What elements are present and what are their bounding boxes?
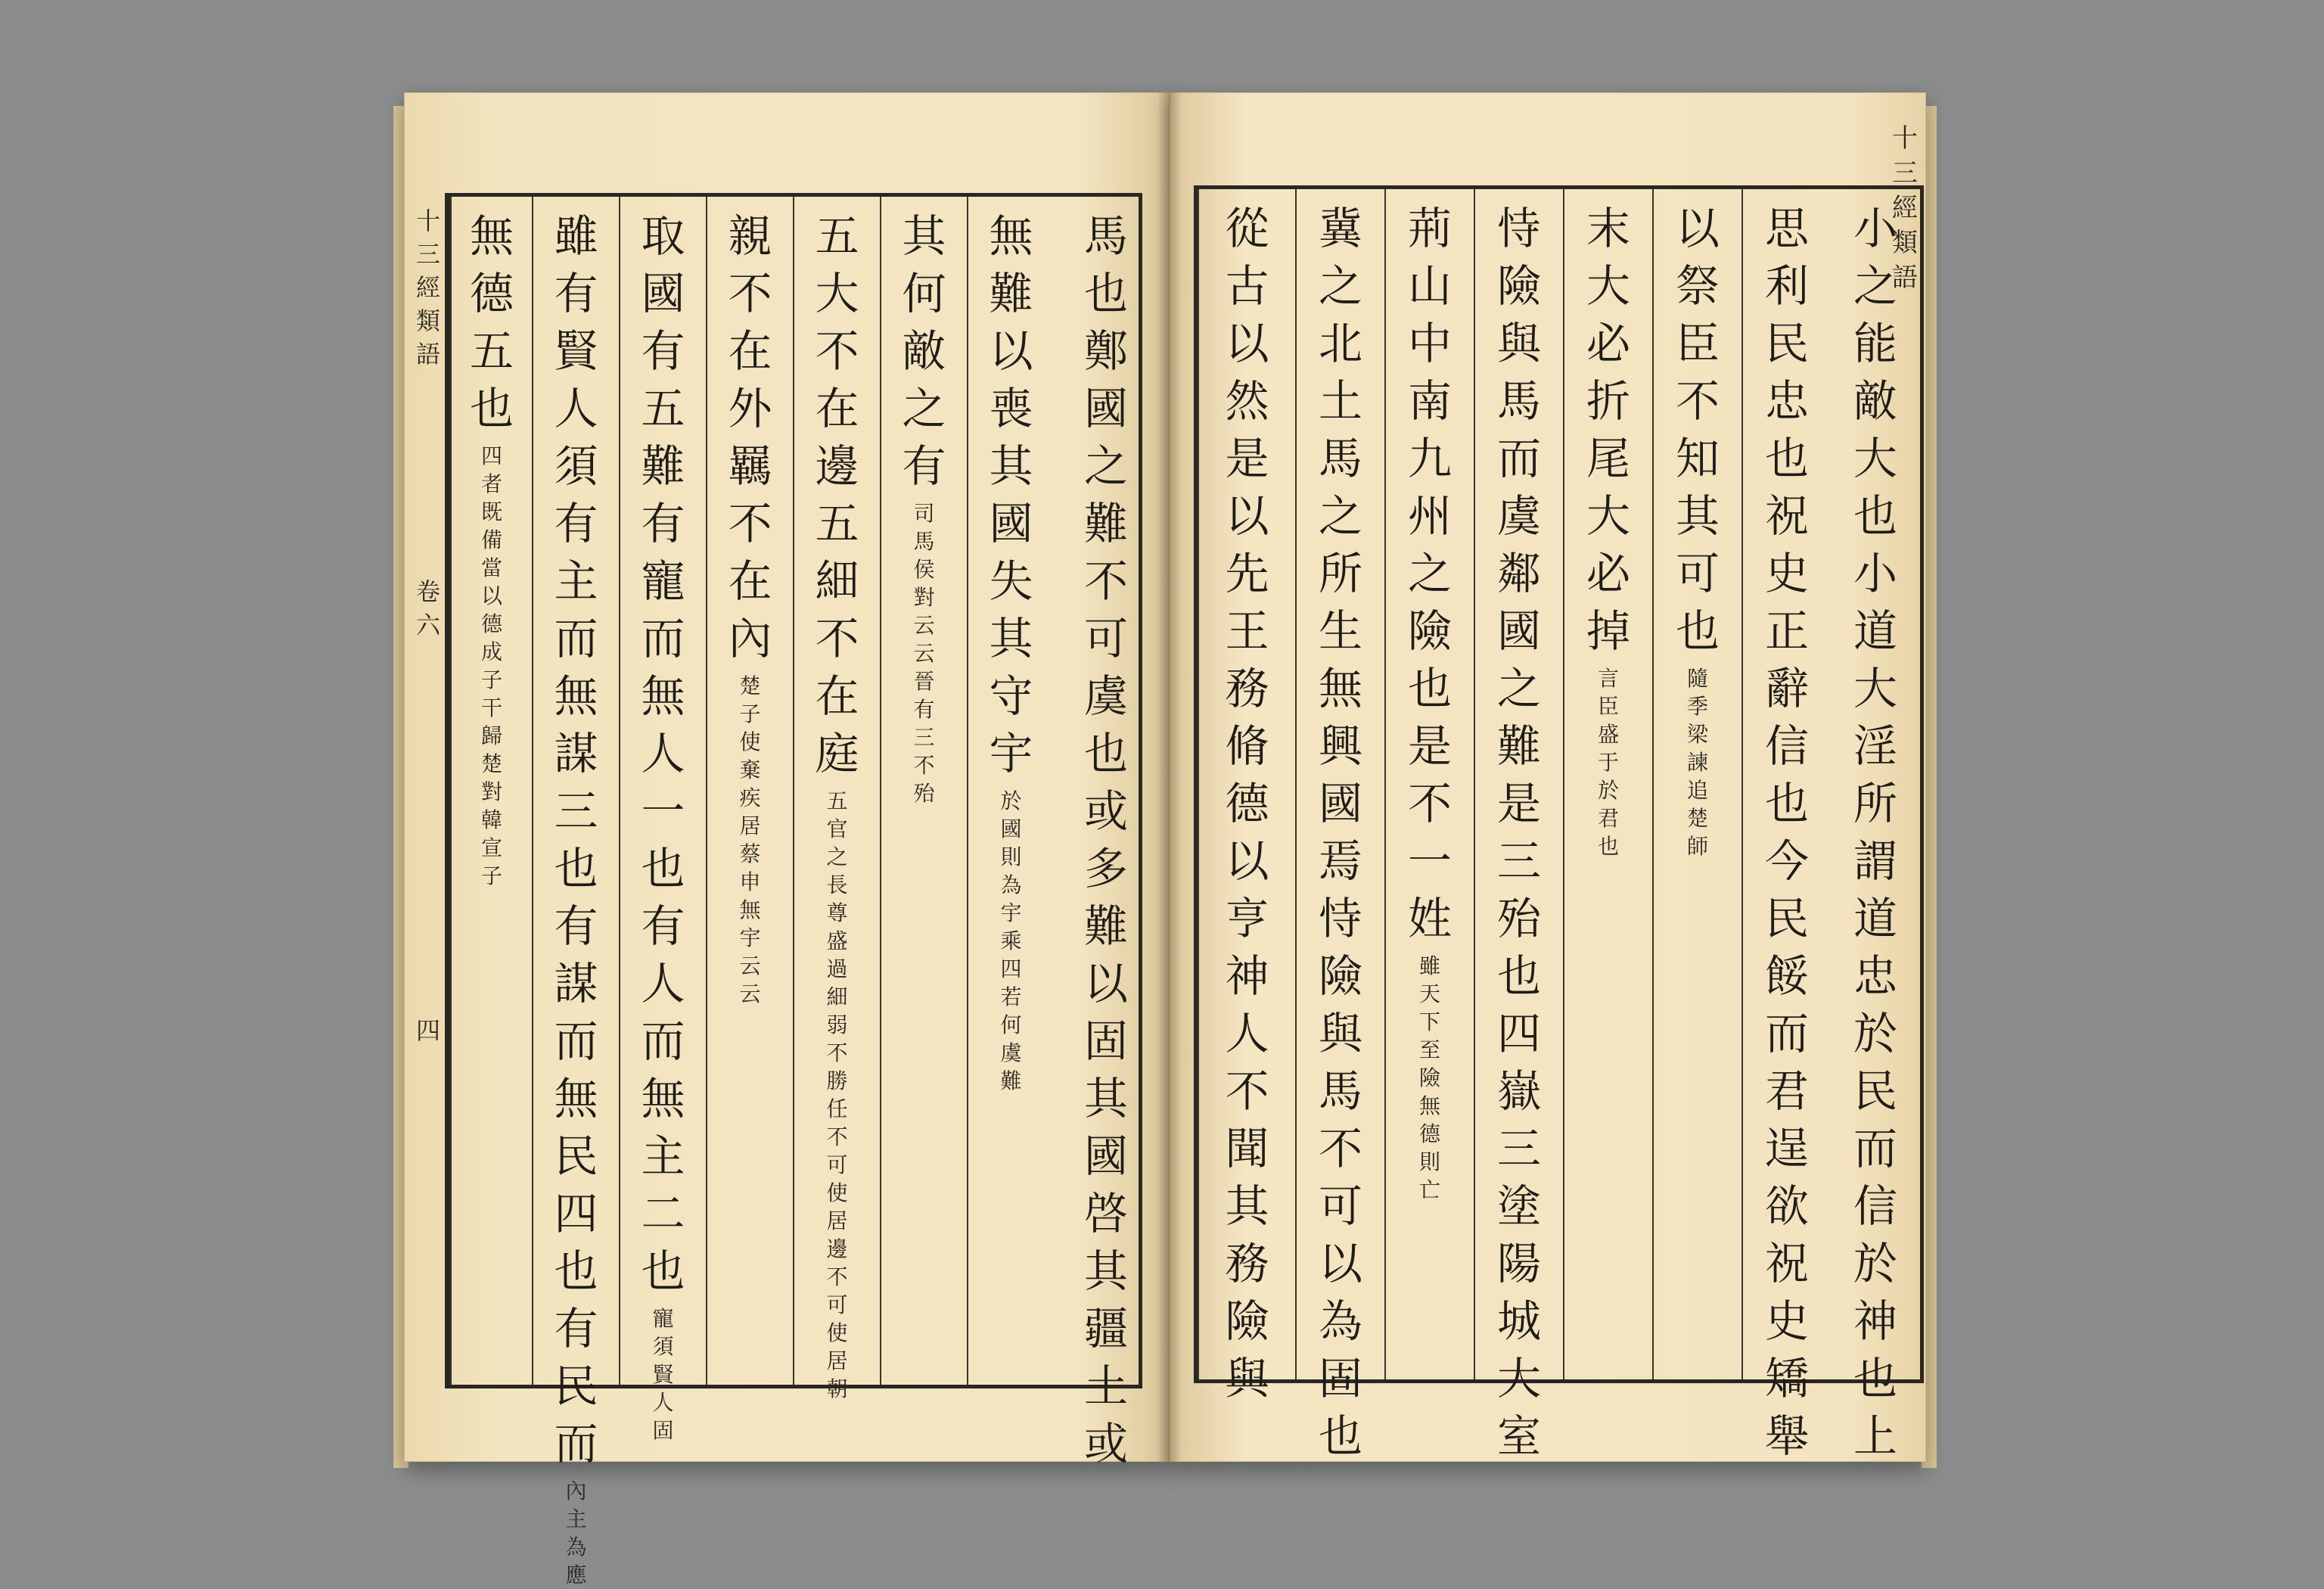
column-text: 恃險與馬而虞鄰國之難是三殆也四嶽三塗陽城大室 <box>1496 203 1541 1462</box>
left-column-1 <box>1073 197 1139 1469</box>
column-note: 寵須賢人固 <box>652 1306 674 1443</box>
column-text: 末大必折尾大必掉 <box>1586 203 1630 657</box>
book-spine <box>1157 92 1182 1462</box>
left-column-3 <box>880 197 967 1385</box>
column-note: 言臣盛于於君也 <box>1597 666 1619 859</box>
right-column-1 <box>1831 189 1920 1462</box>
column-text: 思利民忠也祝史正辭信也今民餒而君逞欲祝史矯舉 <box>1764 203 1809 1462</box>
column-note: 內主為應 <box>565 1479 587 1587</box>
column-text: 雖有賢人須有主而無謀三也有謀而無民四也有民而 <box>554 210 598 1469</box>
column-text: 小之能敵大也小道大淫所謂道忠於民而信於神也上 <box>1853 203 1897 1462</box>
margin-book-title: 十三經類語 <box>415 207 440 368</box>
column-note: 五官之長尊盛過細弱不勝任不可使居邊不可使居朝 <box>826 788 848 1401</box>
column-text: 以祭臣不知其可也 <box>1675 203 1720 657</box>
margin-volume-number: 卷六 <box>415 577 440 639</box>
column-text: 馬也鄭國之難不可虞也或多難以固其國啓其疆土或 <box>1083 210 1128 1469</box>
column-text: 從古以然是以先王務脩德以亨神人不聞其務險與 <box>1225 203 1269 1404</box>
column-text: 荊山中南九州之險也是不一姓 <box>1407 203 1452 944</box>
column-note: 隨季梁諫追楚師 <box>1686 666 1708 859</box>
right-column-7 <box>1295 189 1384 1462</box>
column-text: 五大不在邊五細不在庭 <box>815 210 859 779</box>
left-column-4 <box>793 197 880 1401</box>
column-text: 無德五也 <box>469 210 514 434</box>
right-column-6 <box>1384 189 1474 1379</box>
column-text: 取國有五難有寵而無人一也有人而無主二也 <box>641 210 685 1297</box>
right-column-3 <box>1652 189 1741 1379</box>
column-note: 司馬侯對云云晉有三不殆 <box>913 501 935 806</box>
column-text: 冀之北土馬之所生無興國焉恃險與馬不可以為固也 <box>1318 203 1362 1462</box>
column-text: 其何敵之有 <box>902 210 946 492</box>
column-text: 無難以喪其國失其守宇 <box>989 210 1033 779</box>
column-note: 四者既備當以德成子干歸楚對韓宣子 <box>480 443 502 888</box>
right-column-4 <box>1563 189 1652 1379</box>
right-column-8 <box>1198 189 1295 1404</box>
column-note: 於國則為宇乘四若何虞難 <box>1000 788 1022 1093</box>
right-text-block <box>1194 185 1924 1462</box>
column-note: 楚子使棄疾居蔡申無宇云云 <box>739 673 761 1006</box>
left-margin-band <box>412 193 447 1388</box>
margin-folio-number: 四 <box>415 1016 440 1045</box>
right-margin-book-title: 十三經類語 <box>1892 123 1918 293</box>
left-column-2 <box>967 197 1054 1385</box>
left-column-5 <box>706 197 793 1385</box>
right-column-2 <box>1741 189 1831 1462</box>
right-column-5 <box>1474 189 1563 1462</box>
column-text: 親不在外羈不在內 <box>728 210 772 664</box>
left-column-8 <box>450 197 532 1385</box>
left-column-6 <box>619 197 706 1443</box>
column-note: 雖天下至險無德則亡 <box>1418 953 1440 1202</box>
left-column-7 <box>532 197 619 1587</box>
left-text-block <box>446 193 1142 1587</box>
